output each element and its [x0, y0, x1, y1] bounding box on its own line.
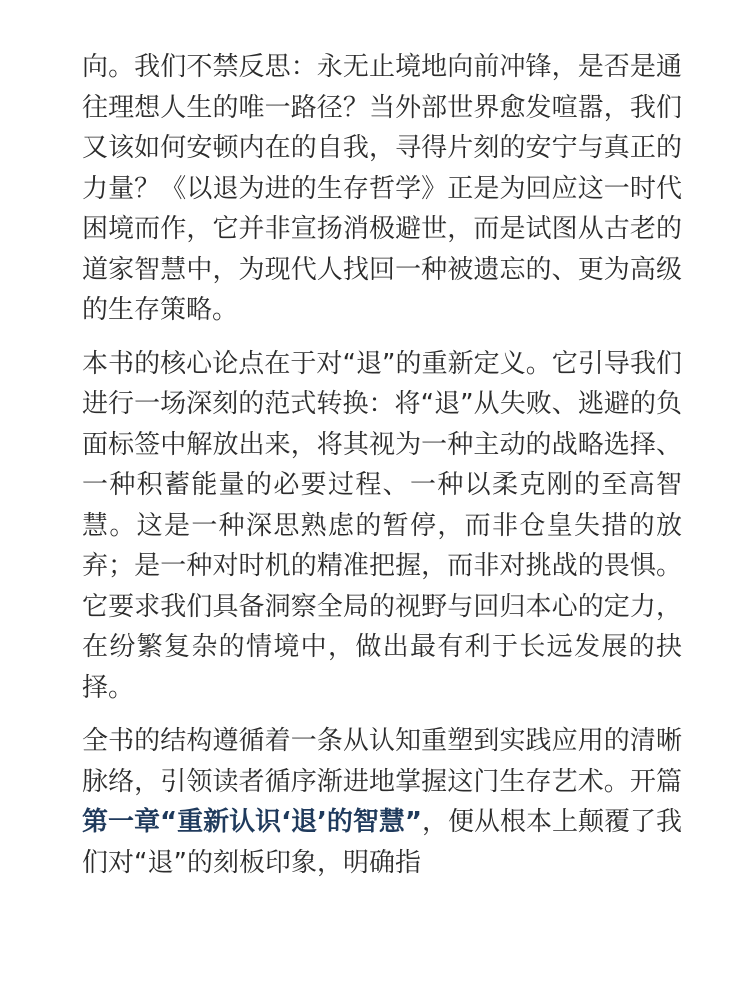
article-body [82, 47, 682, 896]
paragraph-2: 本书的核心论点在于对“退”的重新定义。它引导我们进行一场深刻的范式转换：将“退”从失败、逃避的负面标签中解放出来，将其视为一种主动的战略选择、一种积蓄能量的必要过程、一种以柔克刚的至高智慧。这是一种深思熟虑的暂停，而非仓皇失措的放弃；是一种对时机的精准把握，而非对挑战的畏惧。它要求我们具备洞察全局的视野与回归本心的定力，在纷繁复杂的情境中，做出最有利于长远发展的抉择。 [82, 348, 682, 703]
paragraph-3-intro: 全书的结构遵循着一条从认知重塑到实践应用的清晰脉络，引领读者循序渐进地掌握这门生存艺术。开篇 [82, 726, 682, 797]
chapter-one-title: 第一章“重新认识‘退’的智慧” [82, 807, 422, 837]
paragraph-3-rest: ，便从根本上颠覆了我们对“退”的刻板印象，明确指 [82, 807, 682, 878]
paragraph-1: 向。我们不禁反思：永无止境地向前冲锋，是否是通往理想人生的唯一路径？当外部世界愈发喧嚣，我们又该如何安顿内在的自我，寻得片刻的安宁与真正的力量？《以退为进的生存哲学》正是为回应这一时代困境而作，它并非宣扬消极避世，而是试图从古老的道家智慧中，为现代人找回一种被遗忘的、更为高级的生存策略。 [82, 52, 682, 325]
paragraph-3 [82, 721, 682, 883]
